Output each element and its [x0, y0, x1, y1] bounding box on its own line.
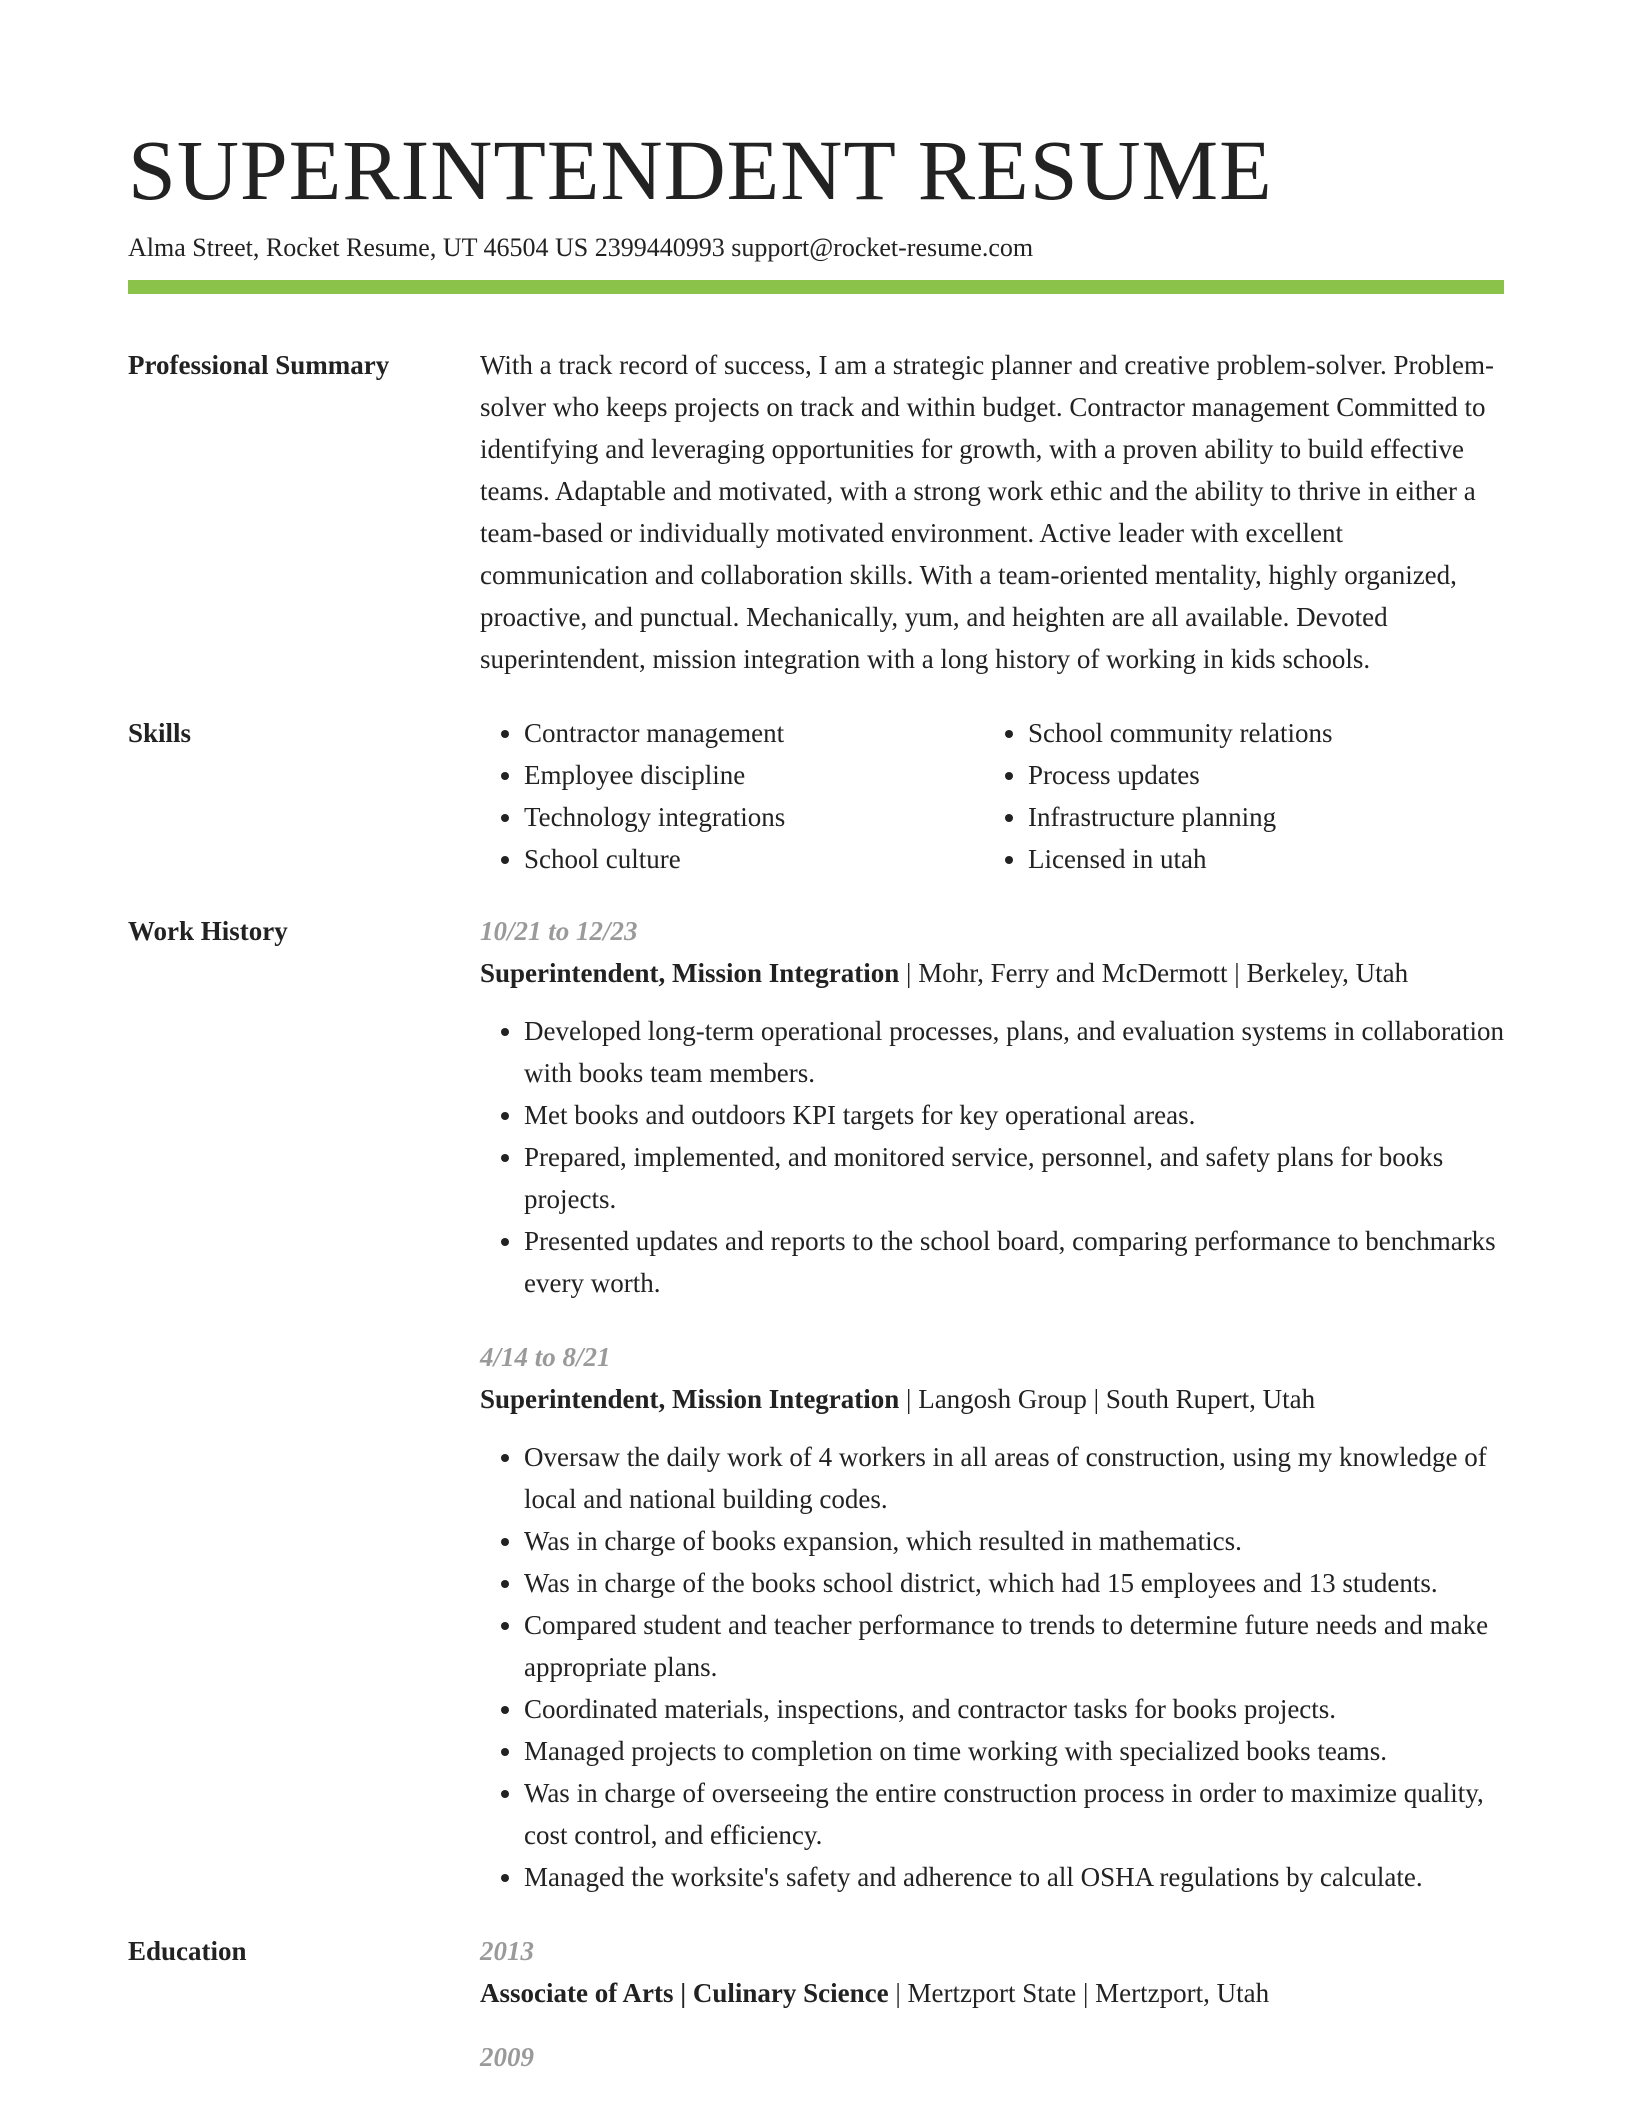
skill-item: • Licensed in utah: [1028, 838, 1488, 880]
section-label-skills: Skills: [128, 718, 192, 748]
education-section: [128, 1930, 1504, 2078]
job-bullet: • Presented updates and reports to the school board, comparing performance to benchmarks every worth.: [524, 1220, 1504, 1304]
job-bullet: • Managed the worksite's safety and adherence to all OSHA regulations by calculate.: [524, 1856, 1504, 1898]
job-entry: [480, 1336, 1504, 1898]
job-dates: 10/21 to 12/23: [480, 916, 638, 946]
skill-item: • School community relations: [1028, 712, 1488, 754]
job-entry: [480, 910, 1504, 1304]
summary-section: [128, 344, 1504, 680]
skill-item: • Process updates: [1028, 754, 1488, 796]
job-bullet: • Developed long-term operational processes, plans, and evaluation systems in collaboration with books team members.: [524, 1010, 1504, 1094]
section-label-summary: Professional Summary: [128, 350, 390, 380]
skill-item: • Employee discipline: [524, 754, 984, 796]
section-label-education: Education: [128, 1936, 247, 1966]
skill-item: • Infrastructure planning: [1028, 796, 1488, 838]
skill-item: • School culture: [524, 838, 984, 880]
job-title: Superintendent, Mission Integration: [480, 1384, 900, 1414]
education-school-location: | Mertzport State | Mertzport, Utah: [888, 1978, 1270, 2008]
job-bullet: • Was in charge of the books school district, which had 15 employees and 13 students.: [524, 1562, 1504, 1604]
education-year: 2009: [480, 2042, 534, 2072]
job-bullet: • Compared student and teacher performance to trends to determine future needs and make appropriate plans.: [524, 1604, 1504, 1688]
job-bullet-list: [480, 1436, 1504, 1898]
resume-title: SUPERINTENDENT RESUME: [128, 122, 1273, 218]
contact-line: Alma Street, Rocket Resume, UT 46504 US 2399440993 support@rocket-resume.com: [128, 233, 1034, 262]
job-title: Superintendent, Mission Integration: [480, 958, 900, 988]
skills-section: [128, 712, 1504, 880]
job-employer-location: | Mohr, Ferry and McDermott | Berkeley, Utah: [899, 958, 1409, 988]
work-history-section: [128, 910, 1504, 1898]
education-degree: Associate of Arts | Culinary Science: [480, 1978, 889, 2008]
skills-list-right: [984, 712, 1488, 880]
job-dates: 4/14 to 8/21: [480, 1342, 611, 1372]
job-bullet: • Met books and outdoors KPI targets for key operational areas.: [524, 1094, 1504, 1136]
section-label-work: Work History: [128, 916, 288, 946]
education-heading: [480, 1972, 1504, 2014]
job-bullet: • Prepared, implemented, and monitored service, personnel, and safety plans for books projects.: [524, 1136, 1504, 1220]
education-year: 2013: [480, 1936, 534, 1966]
job-bullet: • Coordinated materials, inspections, and contractor tasks for books projects.: [524, 1688, 1504, 1730]
job-heading: [480, 952, 1504, 994]
job-bullet: • Oversaw the daily work of 4 workers in all areas of construction, using my knowledge of local and national building codes.: [524, 1436, 1504, 1520]
skill-item: • Contractor management: [524, 712, 984, 754]
resume-page: [128, 120, 1504, 2078]
job-bullet: • Was in charge of books expansion, which resulted in mathematics.: [524, 1520, 1504, 1562]
summary-text: With a track record of success, I am a strategic planner and creative problem-solver. Problem-solver who keeps projects on track and within budget. Contractor management Committed to identifying and leveraging opportunities for growth, with a proven ability to build effective teams. Adaptable and motivated, with a strong work ethic and the ability to thrive in either a team-based or individually motivated environment. Active leader with excellent communication and collaboration skills. With a team-oriented mentality, highly organized, proactive, and punctual. Mechanically, yum, and heighten are all available. Devoted superintendent, mission integration with a long history of working in kids schools.: [480, 350, 1495, 674]
job-bullet: • Was in charge of overseeing the entire construction process in order to maximize quality, cost control, and efficiency.: [524, 1772, 1504, 1856]
job-employer-location: | Langosh Group | South Rupert, Utah: [899, 1384, 1316, 1414]
skill-item: • Technology integrations: [524, 796, 984, 838]
job-bullet-list: [480, 1010, 1504, 1304]
header-divider: [128, 280, 1504, 294]
job-heading: [480, 1378, 1504, 1420]
skills-list-left: [480, 712, 984, 880]
job-bullet: • Managed projects to completion on time working with specialized books teams.: [524, 1730, 1504, 1772]
